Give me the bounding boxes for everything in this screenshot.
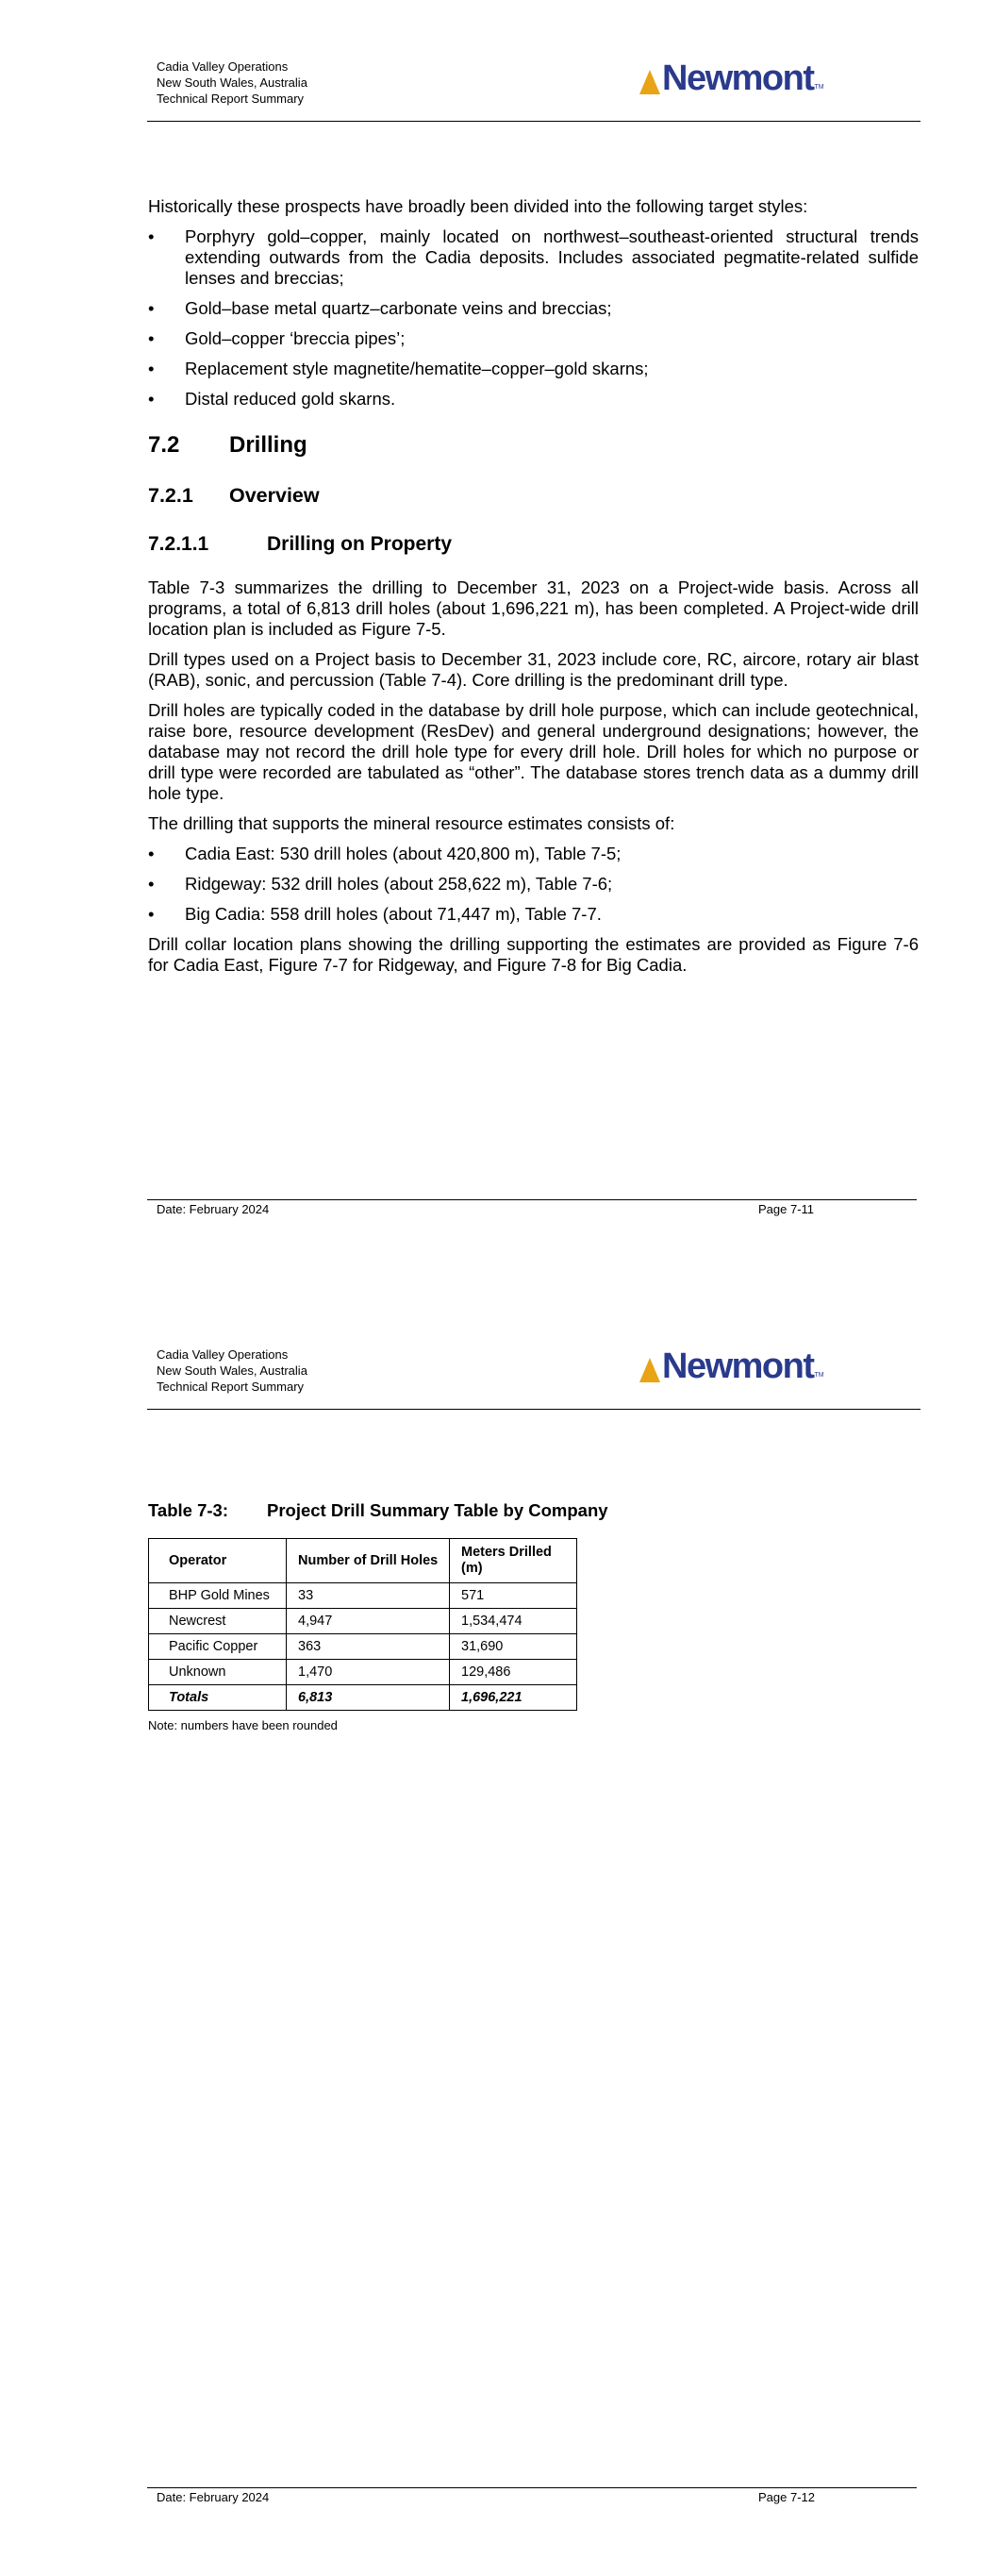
list-item: • Porphyry gold–copper, mainly located on northwest–southeast-oriented structural trends extending outwards from the Cadia deposits. Includes associated pegmatite-related sulfide lenses and breccias; — [148, 226, 919, 288]
totals-meters-cell: 1,696,221 — [450, 1685, 577, 1711]
paragraph-drilling-summary: Table 7-3 summarizes the drilling to December 31, 2023 on a Project-wide basis. Across all programs, a total of 6,813 drill holes (about 1,696,221 m), has been completed. A Project-wide drill location plan is included as Figure 7-5. — [148, 577, 919, 639]
subsubsection-number: 7.2.1.1 — [148, 533, 209, 555]
footer-date: Date: February 2024 — [157, 2490, 270, 2504]
header-operation-name: Cadia Valley Operations — [157, 59, 289, 74]
header-rule — [147, 1409, 920, 1410]
operator-cell: Newcrest — [149, 1609, 287, 1634]
subsubsection-title: Drilling on Property — [267, 533, 453, 555]
drill-holes-cell: 4,947 — [287, 1609, 450, 1634]
table-row — [149, 1609, 577, 1634]
paragraph-drill-types: Drill types used on a Project basis to December 31, 2023 include core, RC, aircore, rotary air blast (RAB), sonic, and percussion (Table 7-4). Core drilling is the predominant drill type. — [148, 649, 919, 690]
resource-drilling-list — [148, 844, 919, 925]
newmont-logo-mark-icon — [639, 1356, 660, 1382]
newmont-logo — [639, 1347, 824, 1386]
list-item: • Cadia East: 530 drill holes (about 420,800 m), Table 7-5; — [148, 844, 622, 863]
target-styles-list — [148, 226, 919, 410]
bullet-icon: • — [148, 298, 155, 318]
newmont-logo-text: Newmont — [662, 1347, 814, 1386]
newmont-logo-tm: TM — [814, 1372, 824, 1379]
operator-cell: Pacific Copper — [149, 1634, 287, 1660]
table-number: Table 7-3: — [148, 1500, 228, 1520]
newmont-logo-mark-icon — [639, 68, 660, 94]
footer-rule — [147, 2487, 917, 2488]
page-7-12 — [0, 1288, 995, 2576]
table-row — [149, 1634, 577, 1660]
bullet-icon: • — [148, 328, 155, 348]
bullet-icon: • — [148, 844, 155, 863]
section-title: Drilling — [229, 432, 307, 458]
operator-cell: BHP Gold Mines — [149, 1583, 287, 1609]
table-title: Project Drill Summary Table by Company — [267, 1500, 608, 1520]
meters-cell: 31,690 — [450, 1634, 577, 1660]
table-header-row — [149, 1539, 577, 1583]
meters-cell: 1,534,474 — [450, 1609, 577, 1634]
paragraph-collar-plans: Drill collar location plans showing the drilling supporting the estimates are provided as Figure 7-6 for Cadia East, Figure 7-7 for Ridgeway, and Figure 7-8 for Big Cadia. — [148, 934, 919, 975]
header-location: New South Wales, Australia — [157, 75, 307, 90]
column-header-drill-holes: Number of Drill Holes — [287, 1539, 450, 1583]
newmont-logo — [639, 59, 824, 98]
subsection-heading-overview — [148, 483, 919, 508]
header-operation-name: Cadia Valley Operations — [157, 1347, 289, 1362]
footer-date: Date: February 2024 — [157, 1202, 270, 1216]
section-number: 7.2 — [148, 432, 180, 458]
meters-cell: 129,486 — [450, 1660, 577, 1685]
meters-cell: 571 — [450, 1583, 577, 1609]
footer-rule — [147, 1199, 917, 1200]
drill-holes-cell: 363 — [287, 1634, 450, 1660]
table-totals-row — [149, 1685, 577, 1711]
header-rule — [147, 121, 920, 122]
table-note: Note: numbers have been rounded — [148, 1718, 338, 1732]
list-item: • Replacement style magnetite/hematite–copper–gold skarns; — [148, 359, 649, 378]
list-item: • Gold–copper ‘breccia pipes’; — [148, 328, 406, 348]
subsection-number: 7.2.1 — [148, 484, 193, 507]
bullet-icon: • — [148, 226, 155, 246]
drill-summary-table — [148, 1538, 577, 1711]
section-heading-drilling — [148, 432, 919, 459]
newmont-logo-text: Newmont — [662, 59, 814, 98]
newmont-logo-tm: TM — [814, 84, 824, 91]
target-styles-intro: Historically these prospects have broadly been divided into the following target styles: — [148, 196, 808, 216]
bullet-icon: • — [148, 874, 155, 894]
list-item: • Gold–base metal quartz–carbonate veins and breccias; — [148, 298, 612, 318]
table-row — [149, 1660, 577, 1685]
table-row — [149, 1583, 577, 1609]
footer-page-number: Page 7-12 — [758, 2490, 815, 2504]
list-item: • Big Cadia: 558 drill holes (about 71,447 m), Table 7-7. — [148, 904, 602, 924]
paragraph-drill-coding: Drill holes are typically coded in the database by drill hole purpose, which can include geotechnical, raise bore, resource development (ResDev) and general underground designations; however, the database may not record the drill hole type for every drill hole. Drill holes for which no purpose or drill type were recorded are tabulated as “other”. The database stores trench data as a dummy drill hole type. — [148, 700, 919, 803]
page-body — [148, 196, 919, 985]
subsection-title: Overview — [229, 484, 320, 507]
table-caption — [148, 1500, 608, 1521]
list-item: • Ridgeway: 532 drill holes (about 258,622 m), Table 7-6; — [148, 874, 613, 894]
totals-drill-holes-cell: 6,813 — [287, 1685, 450, 1711]
totals-label-cell: Totals — [149, 1685, 287, 1711]
paragraph-resource-support: The drilling that supports the mineral resource estimates consists of: — [148, 813, 675, 833]
subsubsection-heading-drilling-on-property — [148, 532, 919, 557]
header-report-type: Technical Report Summary — [157, 1380, 305, 1394]
footer-page-number: Page 7-11 — [758, 1202, 815, 1216]
list-item: • Distal reduced gold skarns. — [148, 389, 396, 409]
column-header-operator: Operator — [149, 1539, 287, 1583]
column-header-meters-drilled: Meters Drilled (m) — [450, 1539, 577, 1583]
bullet-icon: • — [148, 904, 155, 924]
header-report-type: Technical Report Summary — [157, 92, 305, 106]
bullet-icon: • — [148, 389, 155, 409]
drill-holes-cell: 33 — [287, 1583, 450, 1609]
report-header-info — [157, 59, 307, 107]
drill-holes-cell: 1,470 — [287, 1660, 450, 1685]
bullet-icon: • — [148, 359, 155, 378]
header-location: New South Wales, Australia — [157, 1363, 307, 1378]
operator-cell: Unknown — [149, 1660, 287, 1685]
report-header-info — [157, 1347, 307, 1395]
